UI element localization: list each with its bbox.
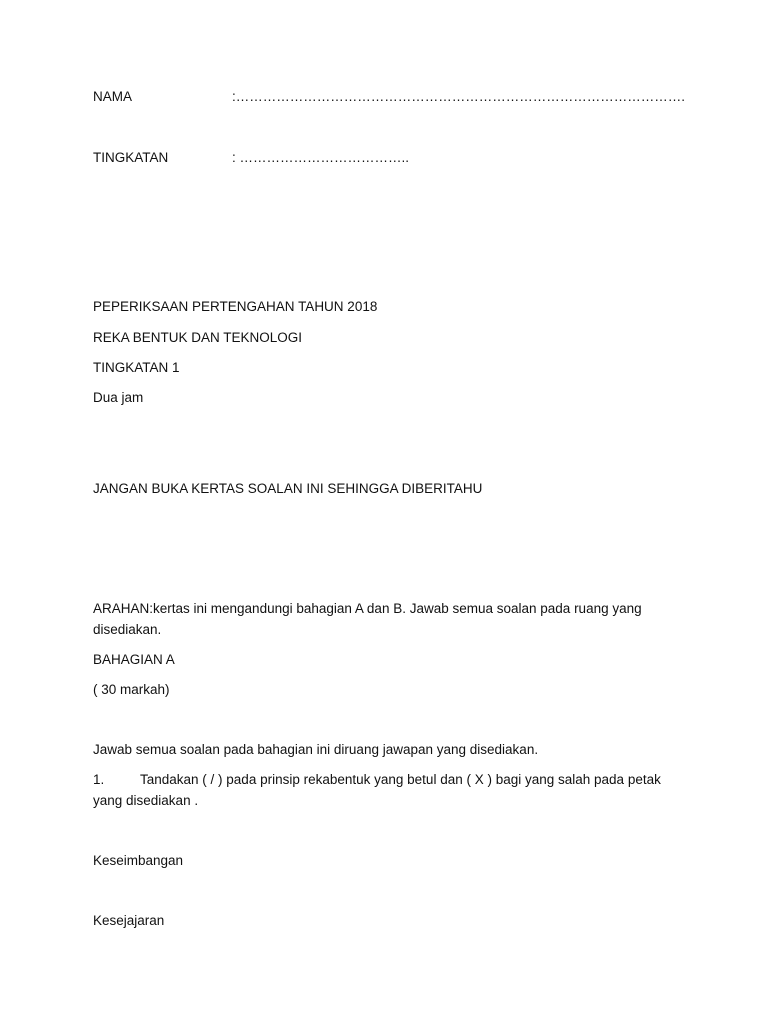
list-item: Keseimbangan [93, 853, 184, 868]
question-text: Tandakan ( / ) pada prinsip rekabentuk yang betul dan ( X ) bagi yang salah pada petak yang disediakan . [93, 772, 661, 808]
section-instruction: Jawab semua soalan pada bahagian ini diruang jawapan yang disediakan. [93, 742, 539, 757]
nama-label: NAMA [93, 89, 133, 104]
tingkatan-field: : ……………………………….. [232, 150, 410, 165]
subject-title: REKA BENTUK DAN TEKNOLOGI [93, 330, 303, 345]
exam-title: PEPERIKSAAN PERTENGAHAN TAHUN 2018 [93, 299, 378, 314]
duration-text: Dua jam [93, 390, 144, 405]
section-heading: BAHAGIAN A [93, 652, 175, 667]
arahan-text: ARAHAN:kertas ini mengandungi bahagian A dan B. Jawab semua soalan pada ruang yang disediakan. [93, 601, 642, 637]
list-item: Kesejajaran [93, 913, 165, 928]
form-title: TINGKATAN 1 [93, 360, 180, 375]
nama-field: :………………………………………………………………………………………. [232, 89, 686, 104]
marks-text: ( 30 markah) [93, 682, 170, 697]
question-number: 1. [93, 772, 105, 787]
tingkatan-label: TINGKATAN [93, 150, 169, 165]
warning-text: JANGAN BUKA KERTAS SOALAN INI SEHINGGA DIBERITAHU [93, 481, 483, 496]
